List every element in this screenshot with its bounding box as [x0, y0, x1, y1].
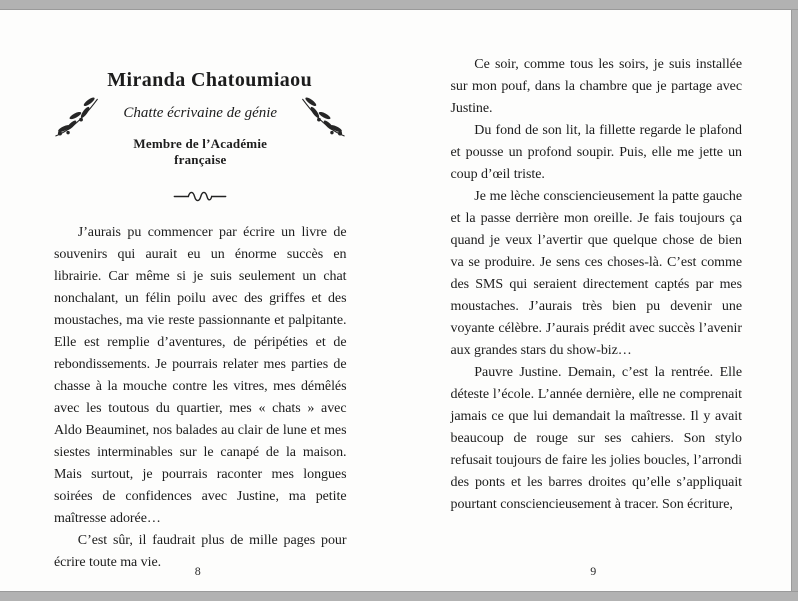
- viewer-frame-top: [0, 0, 798, 10]
- page-left: [0, 10, 396, 591]
- page-number-left: 8: [194, 564, 201, 578]
- character-name-title: Miranda Chatoumiaou: [107, 69, 313, 91]
- page-right-body: [451, 54, 743, 516]
- squiggle-divider-icon: [171, 190, 229, 204]
- character-affiliation: Membre de l’Académie française: [133, 136, 268, 167]
- paragraph: C’est sûr, il faudrait plus de mille pages pour écrire toute ma vie.: [54, 533, 347, 570]
- paragraph: Je me lèche consciencieusement la patte gauche et la passe derrière mon oreille. Je fais toujours ça quand je veux l’avertir que quelque chose de bien va se produire. Je sens ces choses-là. C’est comme des SMS qui seraient directement captés par mes moustaches. J’aurais très bien pu devenir une voyante célèbre. J’aurais prédit avec succès l’avenir aux grandes stars du show-biz…: [450, 189, 742, 358]
- olive-branch-left-icon: [51, 92, 103, 144]
- paragraph: Ce soir, comme tous les soirs, je suis installée sur mon pouf, dans la chambre que je partage avec Justine.: [450, 57, 742, 116]
- book-spread: [0, 10, 791, 591]
- page-number-right: 9: [590, 564, 597, 578]
- paragraph: Pauvre Justine. Demain, c’est la rentrée. Elle déteste l’école. L’année dernière, elle ne comprenait jamais ce que lui demandait la maîtresse. Il y avait beaucoup de rouge sur ses cahiers. Son stylo refusait toujours de faire les jolies boucles, l’arrondi des ponts et les barres droites qu’elle s’appliquait pourtant consciencieusement à tracer. Son écriture,: [450, 365, 742, 512]
- viewer-frame-bottom: [0, 591, 798, 601]
- viewer-frame-right: [791, 10, 798, 591]
- olive-branch-right-icon: [297, 92, 349, 144]
- chapter-header-text: [107, 68, 313, 168]
- paragraph: Du fond de son lit, la fillette regarde le plafond et pousse un profond soupir. Puis, elle me jette un coup d’œil triste.: [450, 123, 742, 182]
- chapter-header: [54, 68, 347, 168]
- page-left-body: [54, 222, 347, 574]
- paragraph: J’aurais pu commencer par écrire un livre de souvenirs qui aurait eu un énorme succès en librairie. Car même si je suis seulement un chat nonchalant, un félin poilu avec des griffes et des moustaches, ma vie reste passionnante et palpitante. Elle est remplie d’aventures, de péripéties et de rebondissements. Je pourrais relater mes parties de chasse à la mouche contre les vitres, mes démêlés avec les toutous du quartier, mes « chats » avec Aldo Beauminet, nos balades au clair de lune et mes siestes interminables sur le canapé de la maison. Mais surtout, je pourrais raconter mes longues soirées de confidences avec Justine, ma petite maîtresse adorée…: [54, 225, 347, 526]
- character-subtitle: Chatte écrivaine de génie: [123, 105, 278, 121]
- page-right: [396, 10, 792, 591]
